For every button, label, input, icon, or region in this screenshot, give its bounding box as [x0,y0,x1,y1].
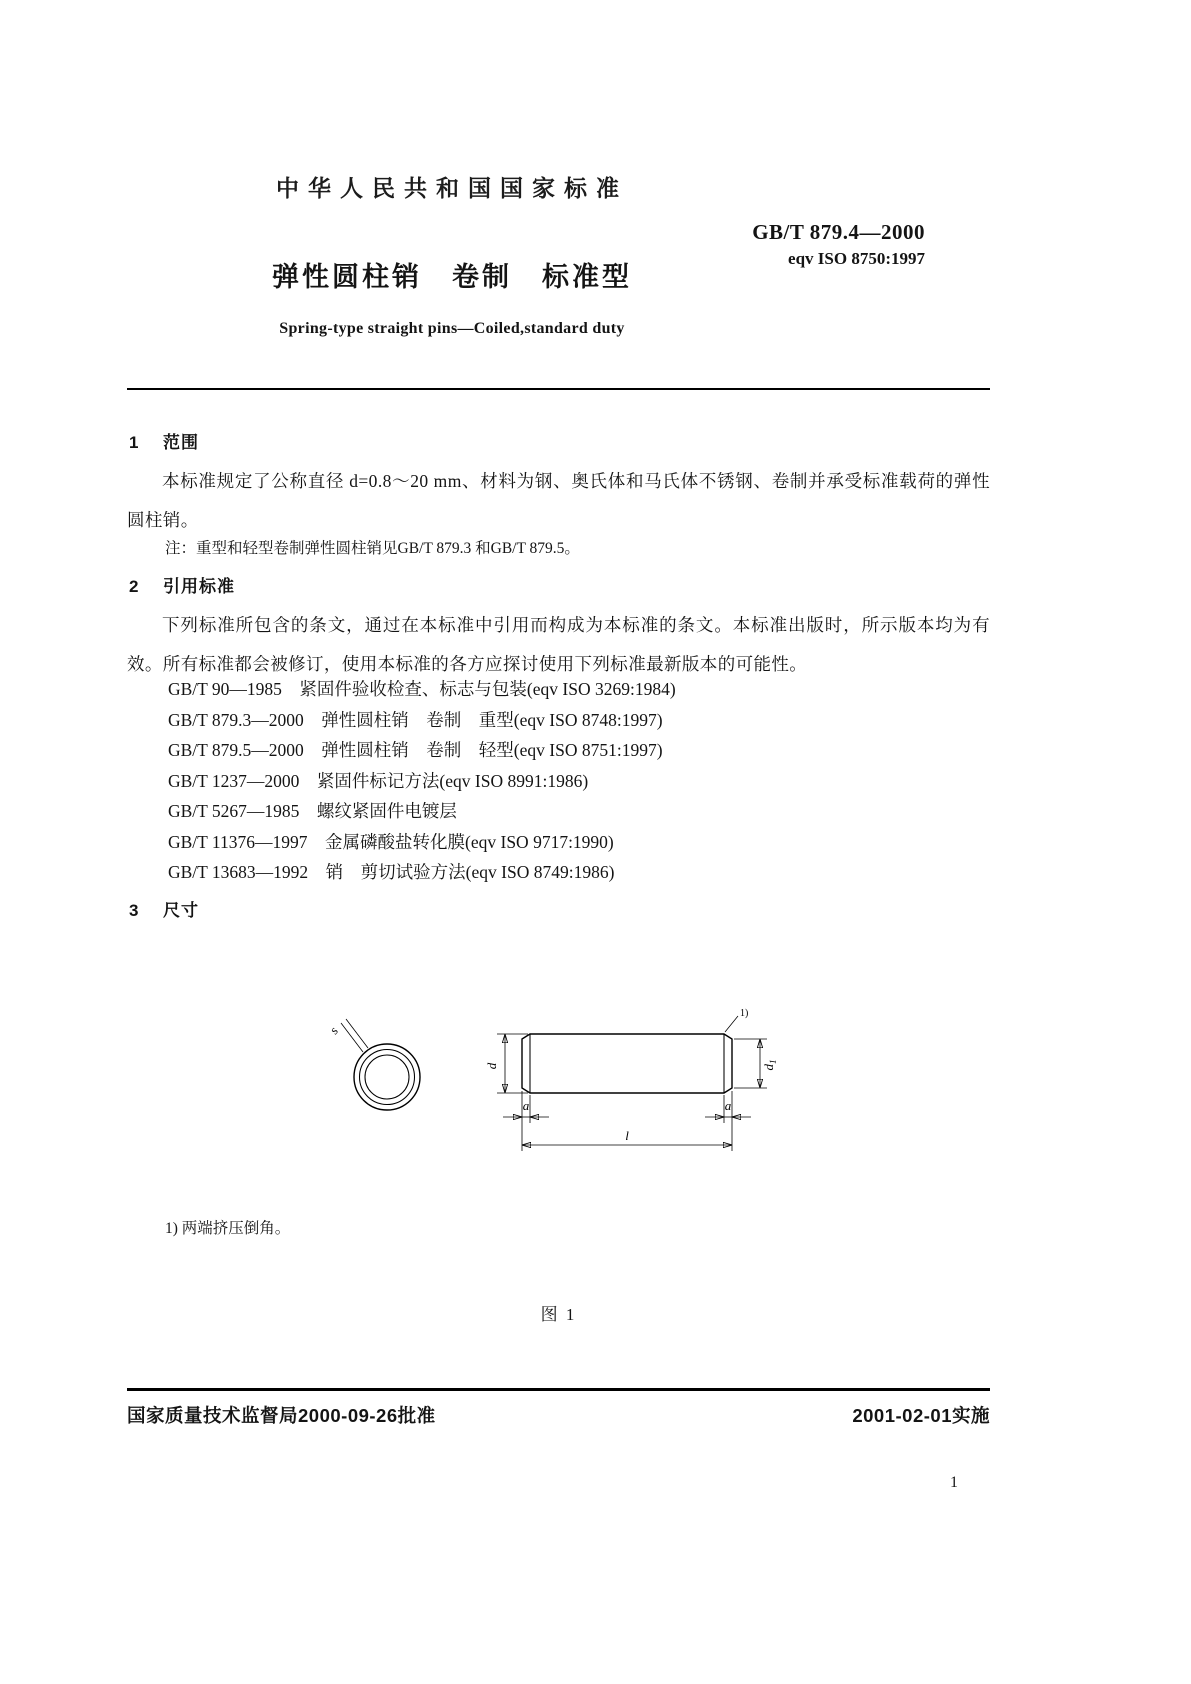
chamfer-callout: 1) [740,1008,749,1019]
section-3-heading [129,896,199,921]
dim-label-a-right: a [724,1098,732,1113]
document-title: 弹性圆柱销 卷制 标准型 [272,262,632,292]
iso-equivalence: eqv ISO 8750:1997 [788,249,925,268]
section-1-paragraph: 本标准规定了公称直径 d=0.8～20 mm、材料为钢、奥氏体和马氏体不锈钢、卷制并承受标准载荷的弹性圆柱销。 [127,471,990,530]
dim-label-l: l [625,1128,629,1143]
reference-list [168,674,988,888]
section-2-heading [129,572,235,597]
section-3-number: 3 [129,901,140,920]
coil-middle-circle [360,1050,415,1105]
coil-inner-circle [365,1055,409,1099]
standard-code-block [657,220,925,269]
dim-label-d: d [484,1062,499,1070]
header-rule [127,388,990,390]
figure-caption: 图 1 [540,1305,577,1324]
side-view [484,1008,778,1151]
reference-item: GB/T 879.3—2000 弹性圆柱销 卷制 重型(eqv ISO 8748:1997) [168,709,663,730]
page-number: 1 [950,1474,958,1491]
section-2-number: 2 [129,577,140,596]
approval-authority: 国家质量技术监督局2000-09-26批准 [127,1405,436,1426]
callout-leader [725,1016,738,1032]
pin-outline [522,1034,732,1093]
reference-item: GB/T 1237—2000 紧固件标记方法(eqv ISO 8991:1986) [168,770,589,791]
reference-item: GB/T 11376—1997 金属磷酸盐转化膜(eqv ISO 9717:1990) [168,831,614,852]
figure-footnote: 1) 两端挤压倒角。 [165,1220,291,1237]
footer-rule [127,1388,990,1391]
footer [127,1402,990,1428]
figure-1 [317,1005,797,1170]
implementation-date: 2001-02-01实施 [852,1405,990,1426]
standard-code: GB/T 879.4—2000 [752,220,925,244]
dim-label-d1: $d_1$ [761,1059,778,1071]
country-standard-title: 中华人民共和国国家标准 [276,175,628,201]
page-content [127,0,990,1684]
dimension-a-left [503,1091,549,1151]
reference-item: GB/T 879.5—2000 弹性圆柱销 卷制 轻型(eqv ISO 8751:1997) [168,740,663,760]
reference-item: GB/T 5267—1985 螺纹紧固件电镀层 [168,801,457,821]
reference-item: GB/T 13683—1992 销 剪切试验方法(eqv ISO 8749:1986) [168,862,615,882]
dim-label-a-left: a [522,1098,530,1113]
section-3-title: 尺寸 [163,901,199,920]
section-1-heading [129,428,199,453]
section-1-number: 1 [129,433,140,452]
coil-outer-circle [354,1044,420,1110]
section-1-note: 注：重型和轻型卷制弹性圆柱销见GB/T 879.3 和GB/T 879.5。 [165,540,580,557]
dimension-l [522,1128,732,1145]
section-1-title: 范围 [163,433,199,452]
cross-section-view [326,1019,420,1110]
reference-item: GB/T 90—1985 紧固件验收检查、标志与包装(eqv ISO 3269:1984) [168,679,676,699]
english-title: Spring-type straight pins—Coiled,standard duty [279,320,625,337]
pin-technical-drawing [317,1005,797,1170]
section-2-paragraph: 下列标准所包含的条文，通过在本标准中引用而构成为本标准的条文。本标准出版时，所示版本均为有效。所有标准都会被修订，使用本标准的各方应探讨使用下列标准最新版本的可能性。 [127,615,990,674]
dim-label-s: s [325,1023,341,1037]
section-2-title: 引用标准 [163,577,235,596]
dimension-d1 [734,1039,778,1088]
dimension-a-right [705,1091,751,1151]
